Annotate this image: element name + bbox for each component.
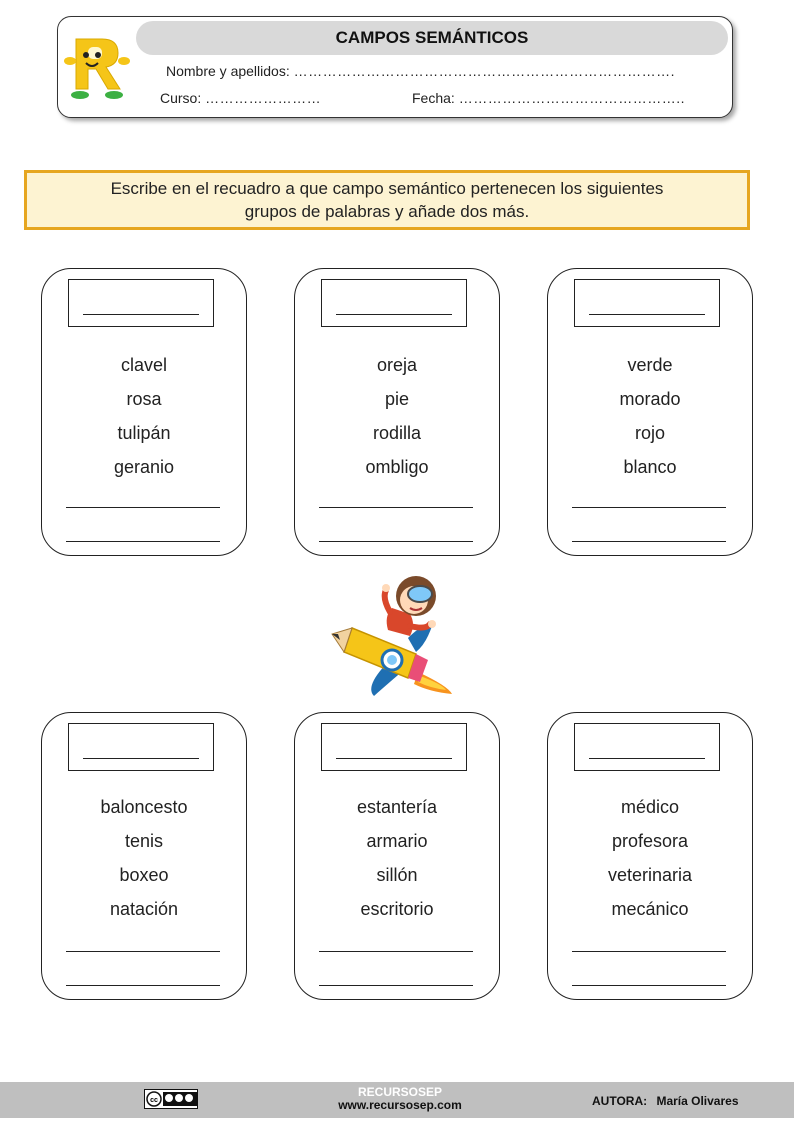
write-line[interactable]: [572, 985, 726, 986]
word: geranio: [113, 457, 175, 477]
write-line[interactable]: [319, 951, 473, 952]
word: profesora: [611, 831, 689, 851]
word: tulipán: [117, 423, 171, 443]
footer-author: [592, 1094, 739, 1108]
course-dots: ……………………: [205, 90, 322, 106]
write-line[interactable]: [572, 507, 726, 508]
author-label: AUTORA:: [592, 1094, 648, 1108]
name-field[interactable]: [166, 63, 675, 79]
word: rodilla: [372, 423, 422, 443]
word: clavel: [120, 355, 168, 375]
semantic-field-card: [294, 268, 500, 556]
semantic-field-card: [547, 268, 753, 556]
footer-brand: RECURSOSEP: [357, 1085, 443, 1099]
word: tenis: [124, 831, 164, 851]
instruction-line-2: grupos de palabras y añade dos más.: [244, 202, 530, 221]
answer-blank: [589, 758, 705, 759]
word: sillón: [376, 865, 418, 885]
word: mecánico: [611, 899, 689, 919]
category-answer-box[interactable]: [321, 723, 467, 771]
word: natación: [109, 899, 179, 919]
word: escritorio: [360, 899, 434, 919]
date-field[interactable]: [412, 90, 685, 106]
word: morado: [619, 389, 681, 409]
answer-blank: [83, 314, 199, 315]
write-line[interactable]: [319, 507, 473, 508]
write-line[interactable]: [319, 541, 473, 542]
semantic-field-card: [41, 268, 247, 556]
word: médico: [620, 797, 680, 817]
word: oreja: [376, 355, 418, 375]
header-card: [57, 16, 733, 118]
author-name: María Olivares: [656, 1094, 739, 1108]
category-answer-box[interactable]: [574, 279, 720, 327]
word: boxeo: [119, 865, 169, 885]
course-label: Curso:: [160, 90, 202, 106]
answer-blank: [336, 758, 452, 759]
category-answer-box[interactable]: [68, 723, 214, 771]
svg-text:cc: cc: [150, 1097, 158, 1104]
write-line[interactable]: [66, 507, 220, 508]
course-field[interactable]: [160, 90, 321, 106]
category-answer-box[interactable]: [321, 279, 467, 327]
footer-url-link[interactable]: www.recursosep.com: [338, 1098, 462, 1112]
semantic-field-card: [41, 712, 247, 1000]
word: veterinaria: [607, 865, 693, 885]
footer: [0, 1082, 794, 1118]
name-dots: …………………………………………………………………….: [293, 63, 676, 79]
answer-blank: [336, 314, 452, 315]
instruction-box: [24, 170, 750, 230]
word: rosa: [126, 389, 162, 409]
date-dots: ………………………………………..: [458, 90, 685, 106]
answer-blank: [589, 314, 705, 315]
word: baloncesto: [100, 797, 188, 817]
write-line[interactable]: [66, 985, 220, 986]
instruction-line-1: Escribe en el recuadro a que campo semántico pertenecen los siguientes: [110, 179, 664, 198]
write-line[interactable]: [319, 985, 473, 986]
page-title: CAMPOS SEMÁNTICOS: [136, 21, 728, 55]
answer-blank: [83, 758, 199, 759]
word: armario: [366, 831, 428, 851]
category-answer-box[interactable]: [68, 279, 214, 327]
word: ombligo: [365, 457, 429, 477]
word: estantería: [356, 797, 438, 817]
word: rojo: [634, 423, 665, 443]
write-line[interactable]: [572, 951, 726, 952]
name-label: Nombre y apellidos:: [166, 63, 290, 79]
date-label: Fecha:: [412, 90, 455, 106]
creative-commons-license-icon: [144, 1089, 198, 1109]
word: blanco: [623, 457, 677, 477]
semantic-field-card: [294, 712, 500, 1000]
semantic-field-card: [547, 712, 753, 1000]
word: verde: [627, 355, 673, 375]
write-line[interactable]: [572, 541, 726, 542]
word: pie: [384, 389, 410, 409]
write-line[interactable]: [66, 951, 220, 952]
kid-rocket-illustration: [330, 568, 458, 700]
recursosep-logo-icon: [62, 31, 132, 103]
category-answer-box[interactable]: [574, 723, 720, 771]
write-line[interactable]: [66, 541, 220, 542]
